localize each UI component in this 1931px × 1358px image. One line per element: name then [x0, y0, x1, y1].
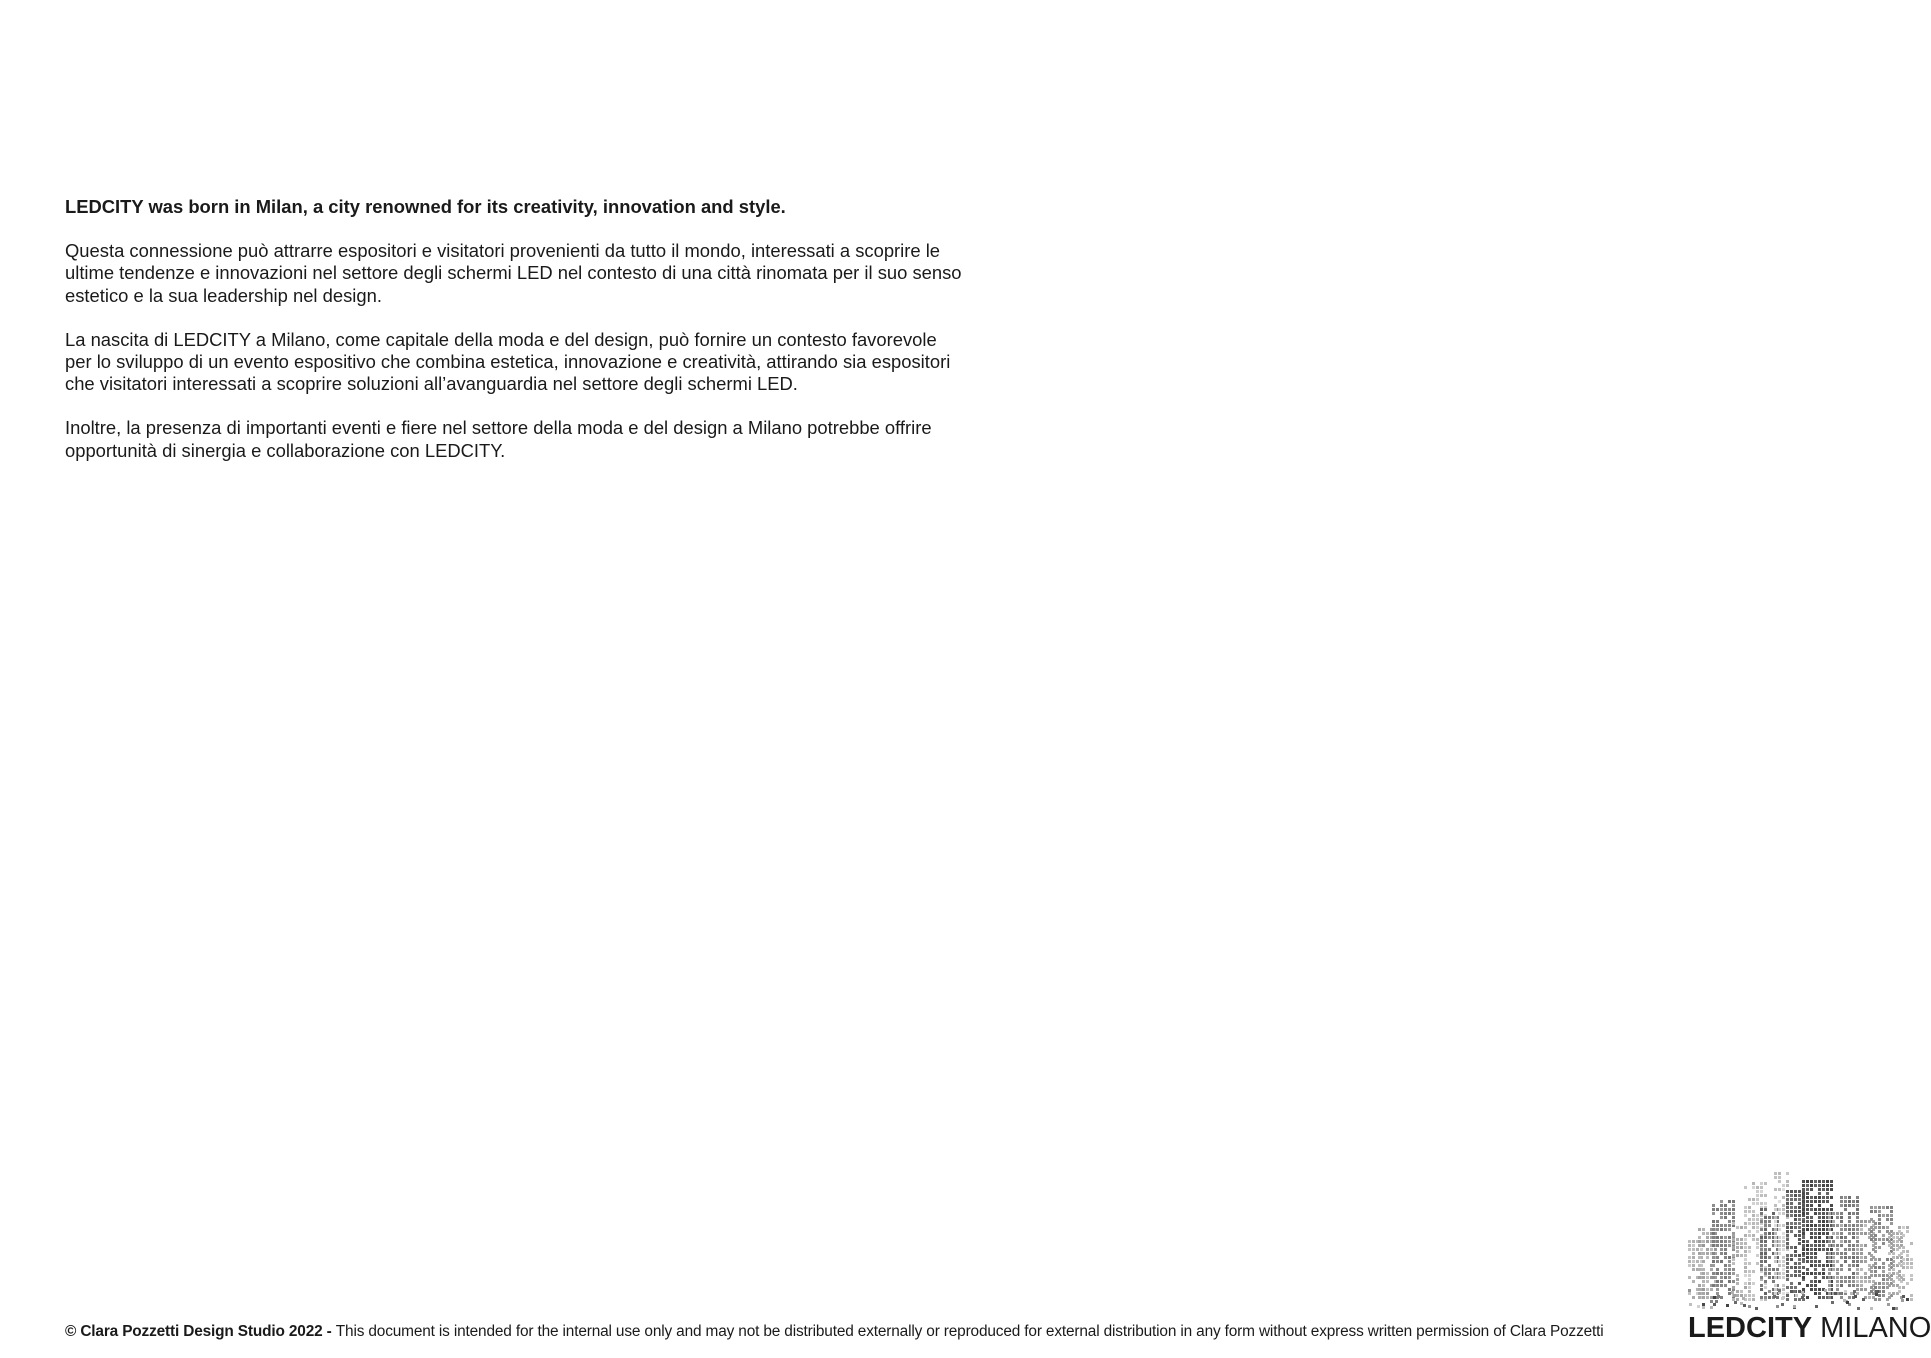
document-body: [65, 196, 1005, 484]
lead-paragraph: LEDCITY was born in Milan, a city renowned for its creativity, innovation and style.: [65, 196, 786, 217]
skyline-building: [1840, 1196, 1859, 1299]
footer-disclaimer: [65, 1322, 1604, 1342]
logo-wordmark: [1688, 1311, 1931, 1345]
logo-brand: LEDCITY: [1688, 1312, 1813, 1344]
skyline-building: [1744, 1182, 1767, 1301]
city-skyline-icon: [1688, 1160, 1914, 1310]
paragraph-birth-milan: La nascita di LEDCITY a Milano, come capitale della moda e del design, può fornire un contesto favorevole per lo sviluppo di un evento espositivo che combina estetica, innovazione e creatività, attirando sia espositori che visitatori interessati a scoprire soluzioni all’avanguardia nel settore degli schermi LED.: [65, 328, 951, 395]
logo-city: MILANO: [1820, 1312, 1931, 1344]
footer-copyright: © Clara Pozzetti Design Studio 2022 -: [65, 1323, 332, 1340]
paragraph-events-synergy: Inoltre, la presenza di importanti eventi e fiere nel settore della moda e del design a Milano potrebbe offrire opportunità di sinergia e collaborazione con LEDCITY.: [65, 417, 932, 461]
footer-notice: This document is intended for the internal use only and may not be distributed externally or reproduced for external distribution in any form without express written permission of Clara Pozzetti: [335, 1323, 1604, 1340]
paragraph-connection: Questa connessione può attrarre espositori e visitatori provenienti da tutto il mondo, interessati a scoprire le ultime tendenze e innovazioni nel settore degli schermi LED nel contesto di una città rinomata per il suo senso estetico e la sua leadership nel design.: [65, 240, 962, 306]
